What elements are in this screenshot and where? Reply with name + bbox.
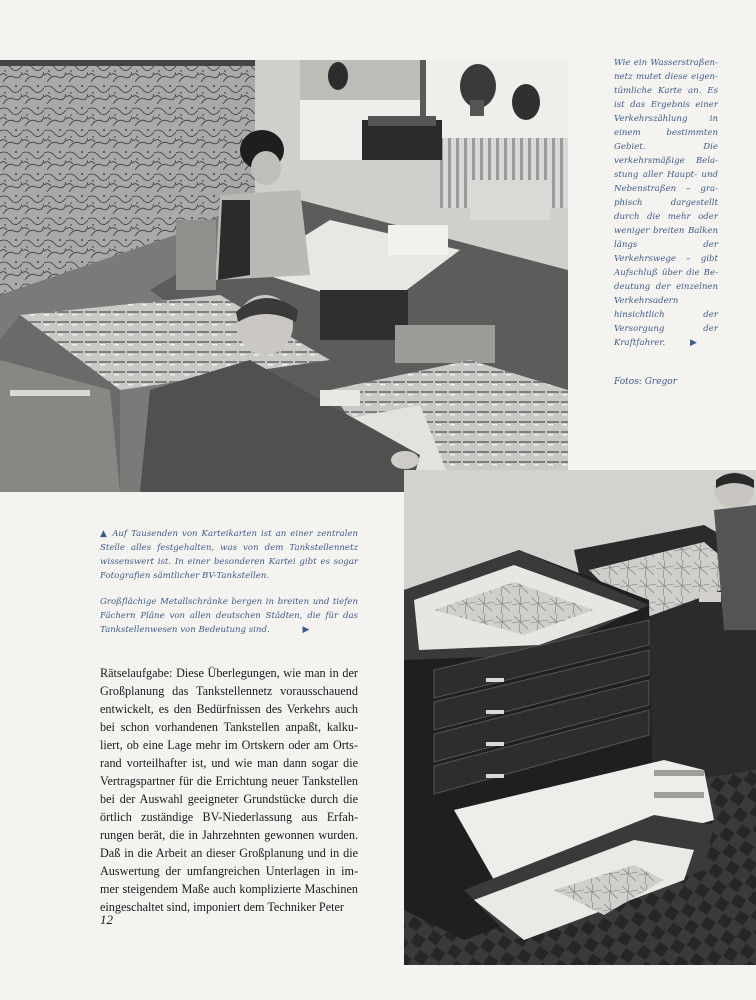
right-triangle-icon: ▶: [302, 625, 310, 635]
map-caption: [614, 56, 718, 350]
page-number: 12: [100, 912, 113, 927]
map-caption-text: Wie ein Wasserstraßennetz mutet diese eigentümliche Karte an. Es ist das Ergebnis einer Verkehrszählung in einem bestimmten Gebiet. Die verkehrsmäßige Belastung aller Haupt- und Nebenstraßen – graphisch dargestellt durch die mehr oder weniger breiten Balken längs der Verkehrswege – gibt Aufschluß über die Bedeutung der einzelnen Verkehrsadern hinsichtlich der Versorgung der Kraftfahrer.: [614, 58, 718, 348]
cabinets-caption: [100, 595, 358, 637]
card-files-caption: [100, 527, 358, 583]
photo-credits: Fotos: Gregor: [614, 377, 678, 387]
photo-map-cabinets: [404, 470, 756, 965]
photo-office-card-files: [0, 60, 568, 492]
body-text: Rätselaufgabe: Diese Überlegungen, wie man in der Großplanung das Tankstellennetz vorausschauend entwickelt, es den Bedürfnissen des Verkehrs auch bei schon vorhandenen Tankstellen anpaßt, kalkuliert, ob eine Lage mehr im Ortskern oder am Ortsrand vorteilhafter ist, und wie man dann sogar die Vertragspartner für die Errichtung neuer Tankstellen bei der Auswahl geeigneter Grundstücke durch die örtlich zuständige BV-Niederlassung aus Erfahrungen berät, die in Jahrzehnten gewonnen wurden. Daß in die Arbeit an dieser Großplanung und in die Auswertung der umfangreichen Unterlagen in immer steigendem Maße auch komplizierte Maschinen eingeschaltet sind, imponiert dem Techniker Peter: [100, 666, 358, 914]
cabinets-caption-text: Großflächige Metallschränke bergen in breiten und tiefen Fächern Pläne von allen deutschen Städten, die für das Tankstellenwesen von Bedeutung sind.: [100, 597, 358, 635]
card-files-caption-text: Auf Tausenden von Karteikarten ist an einer zentralen Stelle alles festgehalten, was von dem Tankstellennetz wissenswert ist. In einer besonderen Kartei gibt es sogar Fotografien sämtlicher BV-Tankstellen.: [100, 529, 358, 581]
right-triangle-icon: ▶: [689, 338, 697, 348]
up-triangle-icon: ▲: [100, 529, 109, 539]
